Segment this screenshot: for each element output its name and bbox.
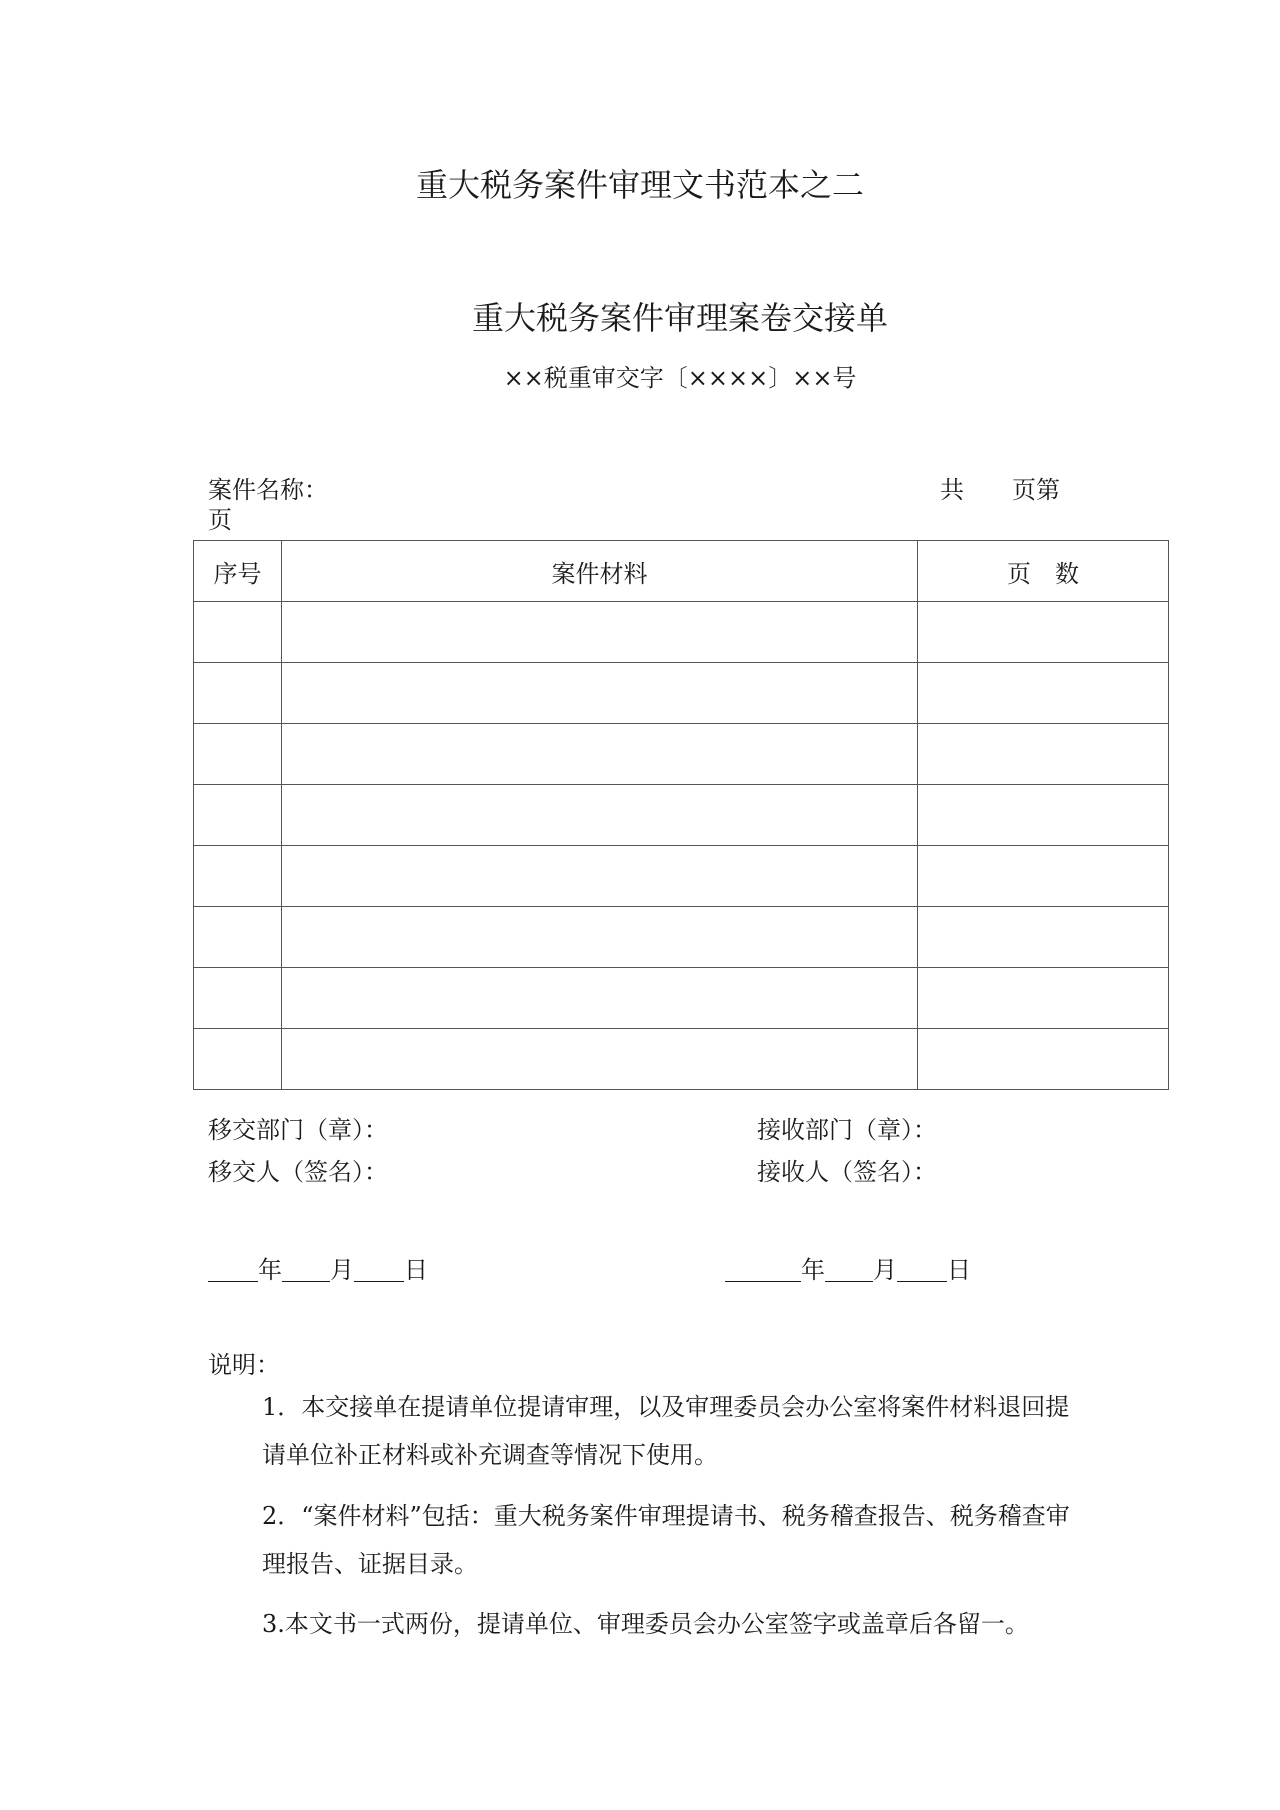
table-row xyxy=(194,907,1169,968)
receive-person-label: 接收人（签名）： xyxy=(757,1158,937,1186)
header-materials: 案件材料 xyxy=(282,541,918,602)
pages-cell[interactable] xyxy=(918,846,1169,907)
table-row xyxy=(194,602,1169,663)
table-row xyxy=(194,785,1169,846)
header-pages: 页 数 xyxy=(918,541,1169,602)
materials-cell[interactable] xyxy=(282,1029,918,1090)
day-blank[interactable] xyxy=(354,1257,404,1282)
pages-cell[interactable] xyxy=(918,1029,1169,1090)
month-blank[interactable] xyxy=(282,1257,330,1282)
document-title: 重大税务案件审理文书范本之二 xyxy=(415,166,864,204)
pages-cell[interactable] xyxy=(918,663,1169,724)
table-header-row xyxy=(194,541,1169,602)
materials-table xyxy=(193,540,1169,1090)
materials-cell[interactable] xyxy=(282,968,918,1029)
materials-cell[interactable] xyxy=(282,846,918,907)
pages-cell[interactable] xyxy=(918,968,1169,1029)
header-serial: 序号 xyxy=(194,541,282,602)
receive-dept-label: 接收部门（章）： xyxy=(757,1116,937,1144)
table-row xyxy=(194,724,1169,785)
notes-label: 说明： xyxy=(208,1351,280,1379)
materials-cell[interactable] xyxy=(282,907,918,968)
table-row xyxy=(194,968,1169,1029)
pages-cell[interactable] xyxy=(918,907,1169,968)
page-of-label: 页第 xyxy=(1012,476,1060,504)
page-label: 页 xyxy=(208,506,232,534)
note-item-3: 3.本文书一式两份，提请单位、审理委员会办公室签字或盖章后各留一。 xyxy=(262,1610,1029,1638)
receive-date: 年 月 日 xyxy=(725,1250,971,1285)
materials-cell[interactable] xyxy=(282,602,918,663)
serial-cell[interactable] xyxy=(194,602,282,663)
materials-cell[interactable] xyxy=(282,724,918,785)
day-blank[interactable] xyxy=(897,1257,947,1282)
serial-cell[interactable] xyxy=(194,846,282,907)
year-blank[interactable] xyxy=(725,1257,801,1282)
pages-cell[interactable] xyxy=(918,724,1169,785)
table-row xyxy=(194,663,1169,724)
transfer-person-label: 移交人（签名）： xyxy=(208,1158,388,1186)
table-row xyxy=(194,1029,1169,1090)
case-name-label: 案件名称： xyxy=(208,476,328,504)
serial-cell[interactable] xyxy=(194,968,282,1029)
materials-cell[interactable] xyxy=(282,663,918,724)
serial-cell[interactable] xyxy=(194,1029,282,1090)
pages-cell[interactable] xyxy=(918,602,1169,663)
table-row xyxy=(194,846,1169,907)
note-item-1: 1．本交接单在提请单位提请审理，以及审理委员会办公室将案件材料退回提请单位补正材料或补充调查等情况下使用。 xyxy=(262,1393,1070,1469)
serial-cell[interactable] xyxy=(194,907,282,968)
pages-cell[interactable] xyxy=(918,785,1169,846)
materials-cell[interactable] xyxy=(282,785,918,846)
year-blank[interactable] xyxy=(208,1257,258,1282)
serial-cell[interactable] xyxy=(194,724,282,785)
transfer-dept-label: 移交部门（章）： xyxy=(208,1116,388,1144)
form-title: 重大税务案件审理案卷交接单 xyxy=(471,299,888,337)
month-blank[interactable] xyxy=(825,1257,873,1282)
serial-cell[interactable] xyxy=(194,785,282,846)
document-number: ××税重审交字〔××××〕××号 xyxy=(503,364,857,392)
serial-cell[interactable] xyxy=(194,663,282,724)
note-item-2: 2．“案件材料”包括：重大税务案件审理提请书、税务稽查报告、税务稽查审理报告、证据目录。 xyxy=(262,1502,1070,1578)
transfer-date: 年 月 日 xyxy=(208,1250,428,1285)
total-pages-label: 共 xyxy=(940,476,964,504)
